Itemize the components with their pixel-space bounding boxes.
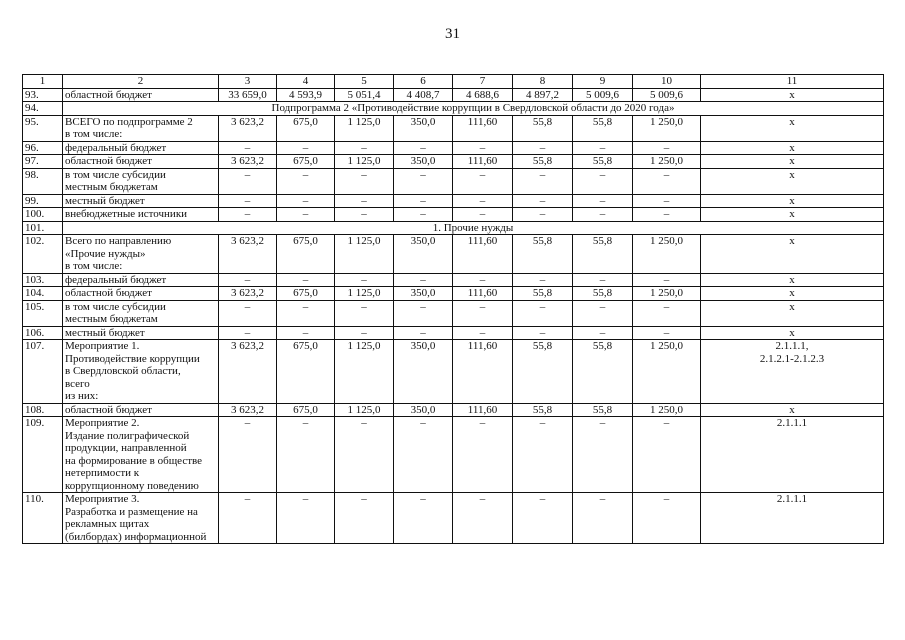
value-cell: 350,0 (394, 340, 453, 404)
value-cell: – (513, 300, 573, 326)
table-row (23, 340, 884, 404)
value-cell: – (573, 417, 633, 493)
value-cell: 33 659,0 (219, 88, 277, 102)
budget-table (22, 74, 884, 544)
row-name-cell: областной бюджет (63, 287, 219, 301)
value-cell: – (335, 141, 394, 155)
value-cell: – (277, 326, 335, 340)
table-row (23, 115, 884, 141)
value-cell: 111,60 (453, 235, 513, 274)
value-cell: 5 009,6 (573, 88, 633, 102)
target-reference-cell: x (701, 141, 884, 155)
table-header-row (23, 75, 884, 89)
value-cell: – (277, 417, 335, 493)
value-cell: – (335, 273, 394, 287)
page-number: 31 (445, 26, 460, 42)
table-row (23, 273, 884, 287)
value-cell: – (394, 300, 453, 326)
value-cell: 675,0 (277, 115, 335, 141)
value-cell: 55,8 (513, 340, 573, 404)
row-name-cell: ВСЕГО по подпрограмме 2 в том числе: (63, 115, 219, 141)
value-cell: – (513, 417, 573, 493)
section-title-cell: Подпрограмма 2 «Противодействие коррупции в Свердловской области до 2020 года» (63, 102, 884, 116)
row-number-cell: 96. (23, 141, 63, 155)
row-number-cell: 106. (23, 326, 63, 340)
value-cell: 4 408,7 (394, 88, 453, 102)
value-cell: – (513, 194, 573, 208)
value-cell: – (573, 208, 633, 222)
value-cell: 55,8 (513, 115, 573, 141)
value-cell: 350,0 (394, 115, 453, 141)
value-cell: – (573, 194, 633, 208)
value-cell: – (573, 273, 633, 287)
value-cell: 350,0 (394, 403, 453, 417)
value-cell: – (219, 194, 277, 208)
row-number-cell: 99. (23, 194, 63, 208)
row-number-cell: 110. (23, 493, 63, 544)
row-name-cell: областной бюджет (63, 403, 219, 417)
value-cell: – (219, 273, 277, 287)
value-cell: 1 125,0 (335, 403, 394, 417)
value-cell: 1 125,0 (335, 287, 394, 301)
value-cell: – (513, 168, 573, 194)
value-cell: 1 125,0 (335, 115, 394, 141)
value-cell: – (633, 326, 701, 340)
value-cell: – (633, 417, 701, 493)
value-cell: 350,0 (394, 287, 453, 301)
row-number-cell: 101. (23, 221, 63, 235)
value-cell: – (335, 208, 394, 222)
row-name-cell: Мероприятие 3. Разработка и размещение на рекламных щитах (билбордах) информационной (63, 493, 219, 544)
value-cell: 3 623,2 (219, 235, 277, 274)
header-cell: 5 (335, 75, 394, 89)
row-name-cell: в том числе субсидии местным бюджетам (63, 168, 219, 194)
target-reference-cell: x (701, 168, 884, 194)
row-name-cell: внебюджетные источники (63, 208, 219, 222)
target-reference-cell: x (701, 273, 884, 287)
value-cell: – (277, 168, 335, 194)
value-cell: – (513, 493, 573, 544)
value-cell: – (219, 208, 277, 222)
value-cell: 1 250,0 (633, 403, 701, 417)
value-cell: – (633, 194, 701, 208)
target-reference-cell: x (701, 326, 884, 340)
value-cell: 1 125,0 (335, 155, 394, 169)
value-cell: – (453, 493, 513, 544)
value-cell: 1 250,0 (633, 235, 701, 274)
value-cell: – (633, 273, 701, 287)
target-reference-cell: x (701, 208, 884, 222)
value-cell: – (453, 326, 513, 340)
value-cell: 55,8 (573, 403, 633, 417)
row-number-cell: 107. (23, 340, 63, 404)
row-number-cell: 97. (23, 155, 63, 169)
target-reference-cell: x (701, 115, 884, 141)
value-cell: 4 593,9 (277, 88, 335, 102)
row-name-cell: местный бюджет (63, 326, 219, 340)
value-cell: 111,60 (453, 340, 513, 404)
value-cell: – (335, 493, 394, 544)
value-cell: 350,0 (394, 235, 453, 274)
value-cell: – (219, 417, 277, 493)
table-row (23, 235, 884, 274)
table-row (23, 493, 884, 544)
header-cell: 9 (573, 75, 633, 89)
row-name-cell: Мероприятие 1. Противодействие коррупции в Свердловской области, всего из них: (63, 340, 219, 404)
value-cell: 4 897,2 (513, 88, 573, 102)
value-cell: – (335, 168, 394, 194)
value-cell: 111,60 (453, 115, 513, 141)
header-cell: 7 (453, 75, 513, 89)
value-cell: – (573, 326, 633, 340)
value-cell: 55,8 (573, 235, 633, 274)
row-number-cell: 95. (23, 115, 63, 141)
value-cell: 1 250,0 (633, 287, 701, 301)
value-cell: 1 125,0 (335, 340, 394, 404)
value-cell: – (394, 194, 453, 208)
target-reference-cell: x (701, 287, 884, 301)
table-row (23, 287, 884, 301)
header-cell: 3 (219, 75, 277, 89)
header-cell: 11 (701, 75, 884, 89)
row-number-cell: 103. (23, 273, 63, 287)
value-cell: – (453, 141, 513, 155)
header-cell: 4 (277, 75, 335, 89)
table-row (23, 300, 884, 326)
value-cell: – (219, 141, 277, 155)
row-number-cell: 108. (23, 403, 63, 417)
value-cell: – (335, 300, 394, 326)
table-row (23, 88, 884, 102)
target-reference-cell: x (701, 194, 884, 208)
value-cell: – (633, 168, 701, 194)
value-cell: 675,0 (277, 340, 335, 404)
target-reference-cell: x (701, 235, 884, 274)
table-row (23, 326, 884, 340)
value-cell: 55,8 (573, 155, 633, 169)
value-cell: – (513, 208, 573, 222)
row-number-cell: 102. (23, 235, 63, 274)
row-name-cell: областной бюджет (63, 88, 219, 102)
value-cell: – (219, 300, 277, 326)
value-cell: – (573, 168, 633, 194)
value-cell: 3 623,2 (219, 287, 277, 301)
row-number-cell: 105. (23, 300, 63, 326)
value-cell: – (573, 300, 633, 326)
value-cell: – (453, 300, 513, 326)
value-cell: – (277, 208, 335, 222)
header-cell: 2 (63, 75, 219, 89)
value-cell: – (219, 493, 277, 544)
row-number-cell: 104. (23, 287, 63, 301)
value-cell: 3 623,2 (219, 155, 277, 169)
value-cell: – (394, 417, 453, 493)
row-name-cell: в том числе субсидии местным бюджетам (63, 300, 219, 326)
value-cell: – (277, 493, 335, 544)
value-cell: – (277, 141, 335, 155)
value-cell: – (573, 493, 633, 544)
row-name-cell: федеральный бюджет (63, 141, 219, 155)
value-cell: – (219, 326, 277, 340)
value-cell: – (453, 168, 513, 194)
value-cell: 3 623,2 (219, 115, 277, 141)
value-cell: 675,0 (277, 403, 335, 417)
value-cell: – (335, 194, 394, 208)
value-cell: – (453, 273, 513, 287)
value-cell: 55,8 (573, 340, 633, 404)
value-cell: – (633, 493, 701, 544)
value-cell: – (394, 273, 453, 287)
value-cell: 4 688,6 (453, 88, 513, 102)
value-cell: – (219, 168, 277, 194)
row-number-cell: 98. (23, 168, 63, 194)
value-cell: – (513, 141, 573, 155)
table-row (23, 417, 884, 493)
value-cell: – (394, 168, 453, 194)
section-title-cell: 1. Прочие нужды (63, 221, 884, 235)
table-row (23, 194, 884, 208)
value-cell: – (453, 417, 513, 493)
value-cell: – (335, 417, 394, 493)
value-cell: 1 125,0 (335, 235, 394, 274)
value-cell: 55,8 (513, 287, 573, 301)
target-reference-cell: 2.1.1.1 (701, 493, 884, 544)
value-cell: 111,60 (453, 155, 513, 169)
header-cell: 8 (513, 75, 573, 89)
value-cell: 675,0 (277, 287, 335, 301)
target-reference-cell: 2.1.1.1, 2.1.2.1-2.1.2.3 (701, 340, 884, 404)
value-cell: – (513, 273, 573, 287)
section-row (23, 102, 884, 116)
target-reference-cell: 2.1.1.1 (701, 417, 884, 493)
value-cell: – (277, 300, 335, 326)
value-cell: – (453, 194, 513, 208)
table-row (23, 155, 884, 169)
row-number-cell: 94. (23, 102, 63, 116)
value-cell: – (573, 141, 633, 155)
table-row (23, 168, 884, 194)
header-cell: 6 (394, 75, 453, 89)
row-name-cell: Всего по направлению «Прочие нужды» в том числе: (63, 235, 219, 274)
target-reference-cell: x (701, 403, 884, 417)
row-name-cell: федеральный бюджет (63, 273, 219, 287)
value-cell: – (394, 141, 453, 155)
row-name-cell: Мероприятие 2. Издание полиграфической продукции, направленной на формирование в обществе нетерпимости к коррупционному поведению (63, 417, 219, 493)
value-cell: – (394, 208, 453, 222)
value-cell: – (394, 493, 453, 544)
table-row (23, 403, 884, 417)
value-cell: 1 250,0 (633, 115, 701, 141)
value-cell: 5 009,6 (633, 88, 701, 102)
header-cell: 10 (633, 75, 701, 89)
value-cell: – (633, 300, 701, 326)
table-row (23, 141, 884, 155)
target-reference-cell: x (701, 155, 884, 169)
value-cell: – (277, 273, 335, 287)
target-reference-cell: x (701, 300, 884, 326)
value-cell: – (335, 326, 394, 340)
value-cell: – (633, 141, 701, 155)
row-number-cell: 93. (23, 88, 63, 102)
value-cell: 675,0 (277, 155, 335, 169)
target-reference-cell: x (701, 88, 884, 102)
section-row (23, 221, 884, 235)
value-cell: 111,60 (453, 403, 513, 417)
value-cell: – (633, 208, 701, 222)
row-number-cell: 100. (23, 208, 63, 222)
value-cell: – (277, 194, 335, 208)
value-cell: 3 623,2 (219, 340, 277, 404)
value-cell: 55,8 (573, 287, 633, 301)
row-number-cell: 109. (23, 417, 63, 493)
value-cell: 675,0 (277, 235, 335, 274)
table-row (23, 208, 884, 222)
value-cell: – (394, 326, 453, 340)
table-body (23, 75, 884, 544)
value-cell: 55,8 (573, 115, 633, 141)
value-cell: 111,60 (453, 287, 513, 301)
value-cell: 3 623,2 (219, 403, 277, 417)
value-cell: 55,8 (513, 155, 573, 169)
row-name-cell: местный бюджет (63, 194, 219, 208)
value-cell: 350,0 (394, 155, 453, 169)
value-cell: 55,8 (513, 403, 573, 417)
value-cell: 1 250,0 (633, 340, 701, 404)
value-cell: 5 051,4 (335, 88, 394, 102)
value-cell: 55,8 (513, 235, 573, 274)
row-name-cell: областной бюджет (63, 155, 219, 169)
value-cell: – (453, 208, 513, 222)
header-cell: 1 (23, 75, 63, 89)
value-cell: 1 250,0 (633, 155, 701, 169)
value-cell: – (513, 326, 573, 340)
